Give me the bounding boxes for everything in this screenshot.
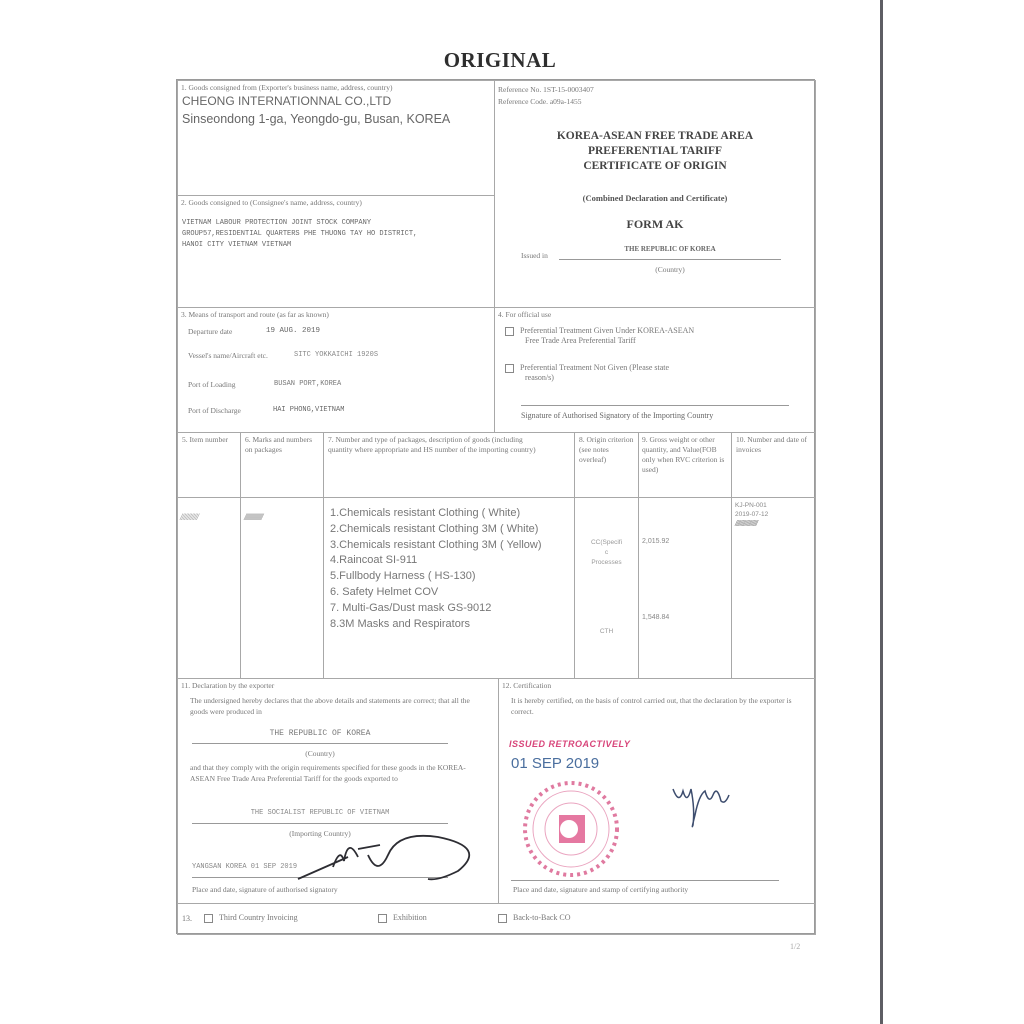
port-loading-label: Port of Loading <box>188 380 236 389</box>
goods-item: 8.3M Masks and Respirators <box>330 617 470 630</box>
certifier-signature-line <box>511 879 779 881</box>
producing-country: THE REPUBLIC OF KOREA <box>192 729 448 744</box>
exporter-name: CHEONG INTERNATIONNAL CO.,LTD <box>182 94 392 108</box>
page-number: 1/2 <box>790 942 801 951</box>
goods-item: 5.Fullbody Harness ( HS-130) <box>330 570 476 583</box>
marks-cell <box>240 497 324 679</box>
goods-item: 4.Raincoat SI-911 <box>330 554 418 567</box>
exhibition-checkbox[interactable] <box>378 914 387 923</box>
preferential-given-option[interactable] <box>505 326 694 346</box>
header-origin-text: 8. Origin criterion (see notes overleaf) <box>579 435 634 464</box>
header-item-number <box>177 432 241 498</box>
header-marks-text: 6. Marks and numbers on packages <box>245 435 313 454</box>
departure-value: 19 AUG. 2019 <box>266 327 321 335</box>
box11-label: 11. Declaration by the exporter <box>181 681 275 690</box>
vessel-label: Vessel's name/Aircraft etc. <box>188 351 268 360</box>
preferential-given-checkbox[interactable] <box>505 327 514 336</box>
box12-label: 12. Certification <box>502 681 552 690</box>
importing-country-caption: (Importing Country) <box>289 829 351 838</box>
exhibition-label: Exhibition <box>393 913 427 922</box>
certifier-signature-caption: Place and date, signature and stamp of certifying authority <box>513 885 689 894</box>
box13-options <box>177 903 816 935</box>
reference-no: Reference No. 1ST-15-0003407 <box>498 85 594 94</box>
exporter-signature-caption: Place and date, signature of authorised signatory <box>192 885 338 894</box>
header-weight-text: 9. Gross weight or other quantity, and Value(FOB only when RVC criterion is used) <box>642 435 725 474</box>
goods-list <box>330 506 542 632</box>
box11-exporter-declaration <box>177 678 499 904</box>
port-discharge-label: Port of Discharge <box>188 406 241 415</box>
option2-line-1: Preferential Treatment Not Given (Please state <box>520 363 670 372</box>
back-to-back-label: Back-to-Back CO <box>513 913 571 922</box>
importing-country: THE SOCIALIST REPUBLIC OF VIETNAM <box>192 809 448 824</box>
invoice-number: KJ-PN-001 <box>735 502 767 509</box>
document-title: ORIGINAL <box>443 48 557 72</box>
issued-in-value: THE REPUBLIC OF KOREA <box>559 245 781 260</box>
header-description-text: 7. Number and type of packages, description of goods (including quantity where appropriate and HS number of the importing country) <box>328 435 536 454</box>
invoice-date: 2019-07-12 <box>735 511 769 518</box>
weight-cell <box>638 497 732 679</box>
exhibition-option[interactable] <box>378 913 427 923</box>
header-origin <box>574 432 639 498</box>
box2-consignee <box>177 195 495 308</box>
importing-signature-caption: Signature of Authorised Signatory of the Importing Country <box>521 411 714 420</box>
certificate-form <box>176 79 815 934</box>
heading-line-2: PREFERENTIAL TARIFF <box>587 145 723 157</box>
origin-cell <box>574 497 639 679</box>
third-country-invoicing-option[interactable] <box>204 913 298 923</box>
box4-official-use <box>494 307 816 433</box>
header-description <box>323 432 575 498</box>
origin-criterion-2: CTH <box>599 628 614 635</box>
issued-in-label: Issued in <box>521 251 548 260</box>
box1-label: 1. Goods consigned from (Exporter's business name, address, country) <box>181 83 393 92</box>
port-loading-value: BUSAN PORT,KOREA <box>274 380 342 388</box>
invoice-cell <box>731 497 816 679</box>
certification-date-stamp: 01 SEP 2019 <box>511 755 600 772</box>
marks-fill: ////////////////// <box>244 512 263 522</box>
certificate-subtitle: (Combined Declaration and Certificate) <box>582 193 728 203</box>
preferential-not-given-checkbox[interactable] <box>505 364 514 373</box>
header-invoice-text: 10. Number and date of invoices <box>736 435 808 454</box>
third-country-checkbox[interactable] <box>204 914 213 923</box>
goods-item: 7. Multi-Gas/Dust mask GS-9012 <box>330 601 492 614</box>
item-number-cell <box>177 497 241 679</box>
certificate-heading <box>495 129 815 174</box>
heading-line-3: CERTIFICATE OF ORIGIN <box>583 160 727 172</box>
reference-code: Reference Code. a09a-1455 <box>498 97 582 106</box>
box1-exporter <box>177 80 495 196</box>
goods-item: 6. Safety Helmet COV <box>330 585 439 598</box>
preferential-not-given-option[interactable] <box>505 363 669 383</box>
box4-label: 4. For official use <box>498 310 552 319</box>
back-to-back-checkbox[interactable] <box>498 914 507 923</box>
box13-label: 13. <box>182 914 192 923</box>
declaration-text-2: and that they comply with the origin requirements specified for these goods in the KOREA-ASEAN Free Trade Area Preferential Tariff for the goods exported to <box>190 763 466 783</box>
gross-weight-2: 1,548.84 <box>642 614 670 621</box>
heading-line-1: KOREA-ASEAN FREE TRADE AREA <box>556 130 754 142</box>
invoice-fill: ////////////////// <box>735 519 758 528</box>
consignee-line-1: VIETNAM LABOUR PROTECTION JOINT STOCK COMPANY <box>182 219 372 227</box>
place-date-value: YANGSAN KOREA 01 SEP 2019 <box>192 863 448 878</box>
origin-1-line-c: Processes <box>591 559 622 566</box>
description-cell <box>323 497 575 679</box>
form-name: FORM AK <box>626 217 684 231</box>
declaration-text-1: The undersigned hereby declares that the above details and statements are correct; that all the goods were produced in <box>190 696 470 716</box>
issued-retroactively-stamp: ISSUED RETROACTIVELY <box>509 739 631 749</box>
port-discharge-value: HAI PHONG,VIETNAM <box>273 406 345 414</box>
vessel-value: SITC YOKKAICHI 1920S <box>294 351 379 359</box>
official-seal-icon <box>519 777 623 881</box>
header-item-text: 5. Item number <box>182 435 229 444</box>
country-caption: (Country) <box>655 265 685 274</box>
origin-1-line-b: c <box>604 549 609 556</box>
consignee-details <box>182 218 417 251</box>
departure-label: Departure date <box>188 327 233 336</box>
goods-item: 3.Chemicals resistant Clothing 3M ( Yellow) <box>330 538 542 551</box>
exporter-address: Sinseondong 1-ga, Yeongdo-gu, Busan, KOREA <box>182 112 451 126</box>
consignee-line-3: HANOI CITY VIETNAM VIETNAM <box>182 241 292 249</box>
certifier-signature-icon <box>669 775 739 835</box>
certification-text: It is hereby certified, on the basis of control carried out, that the declaration by the exporter is correct. <box>511 696 792 716</box>
invoice-details <box>735 501 768 528</box>
back-to-back-option[interactable] <box>498 913 571 923</box>
exporter-signature-icon <box>288 827 488 887</box>
consignee-line-2: GROUP57,RESIDENTIAL QUARTERS PHE THUONG TAY HO DISTRICT, <box>182 230 418 238</box>
item-number-fill: //////////// <box>180 512 199 522</box>
goods-item: 2.Chemicals resistant Clothing 3M ( White) <box>330 522 539 535</box>
header-marks <box>240 432 324 498</box>
origin-criterion-1 <box>575 538 638 568</box>
importing-signature-line <box>521 404 789 406</box>
option1-line-2: Free Trade Area Preferential Tariff <box>525 336 636 345</box>
box3-label: 3. Means of transport and route (as far as known) <box>181 310 329 319</box>
origin-1-line-a: CC(Specifi <box>590 539 623 546</box>
goods-item: 1.Chemicals resistant Clothing ( White) <box>330 507 521 519</box>
page-edge-divider <box>880 0 883 1024</box>
certificate-header <box>494 80 816 308</box>
third-country-label: Third Country Invoicing <box>219 913 298 922</box>
box3-transport <box>177 307 495 433</box>
option1-line-1: Preferential Treatment Given Under KOREA-ASEAN <box>520 326 695 335</box>
gross-weight-1: 2,015.92 <box>642 538 670 545</box>
header-invoice <box>731 432 816 498</box>
country-caption-11: (Country) <box>305 749 335 758</box>
header-weight <box>638 432 732 498</box>
box2-label: 2. Goods consigned to (Consignee's name, address, country) <box>181 198 362 207</box>
option2-line-2: reason/s) <box>525 373 554 382</box>
box12-certification <box>498 678 816 904</box>
